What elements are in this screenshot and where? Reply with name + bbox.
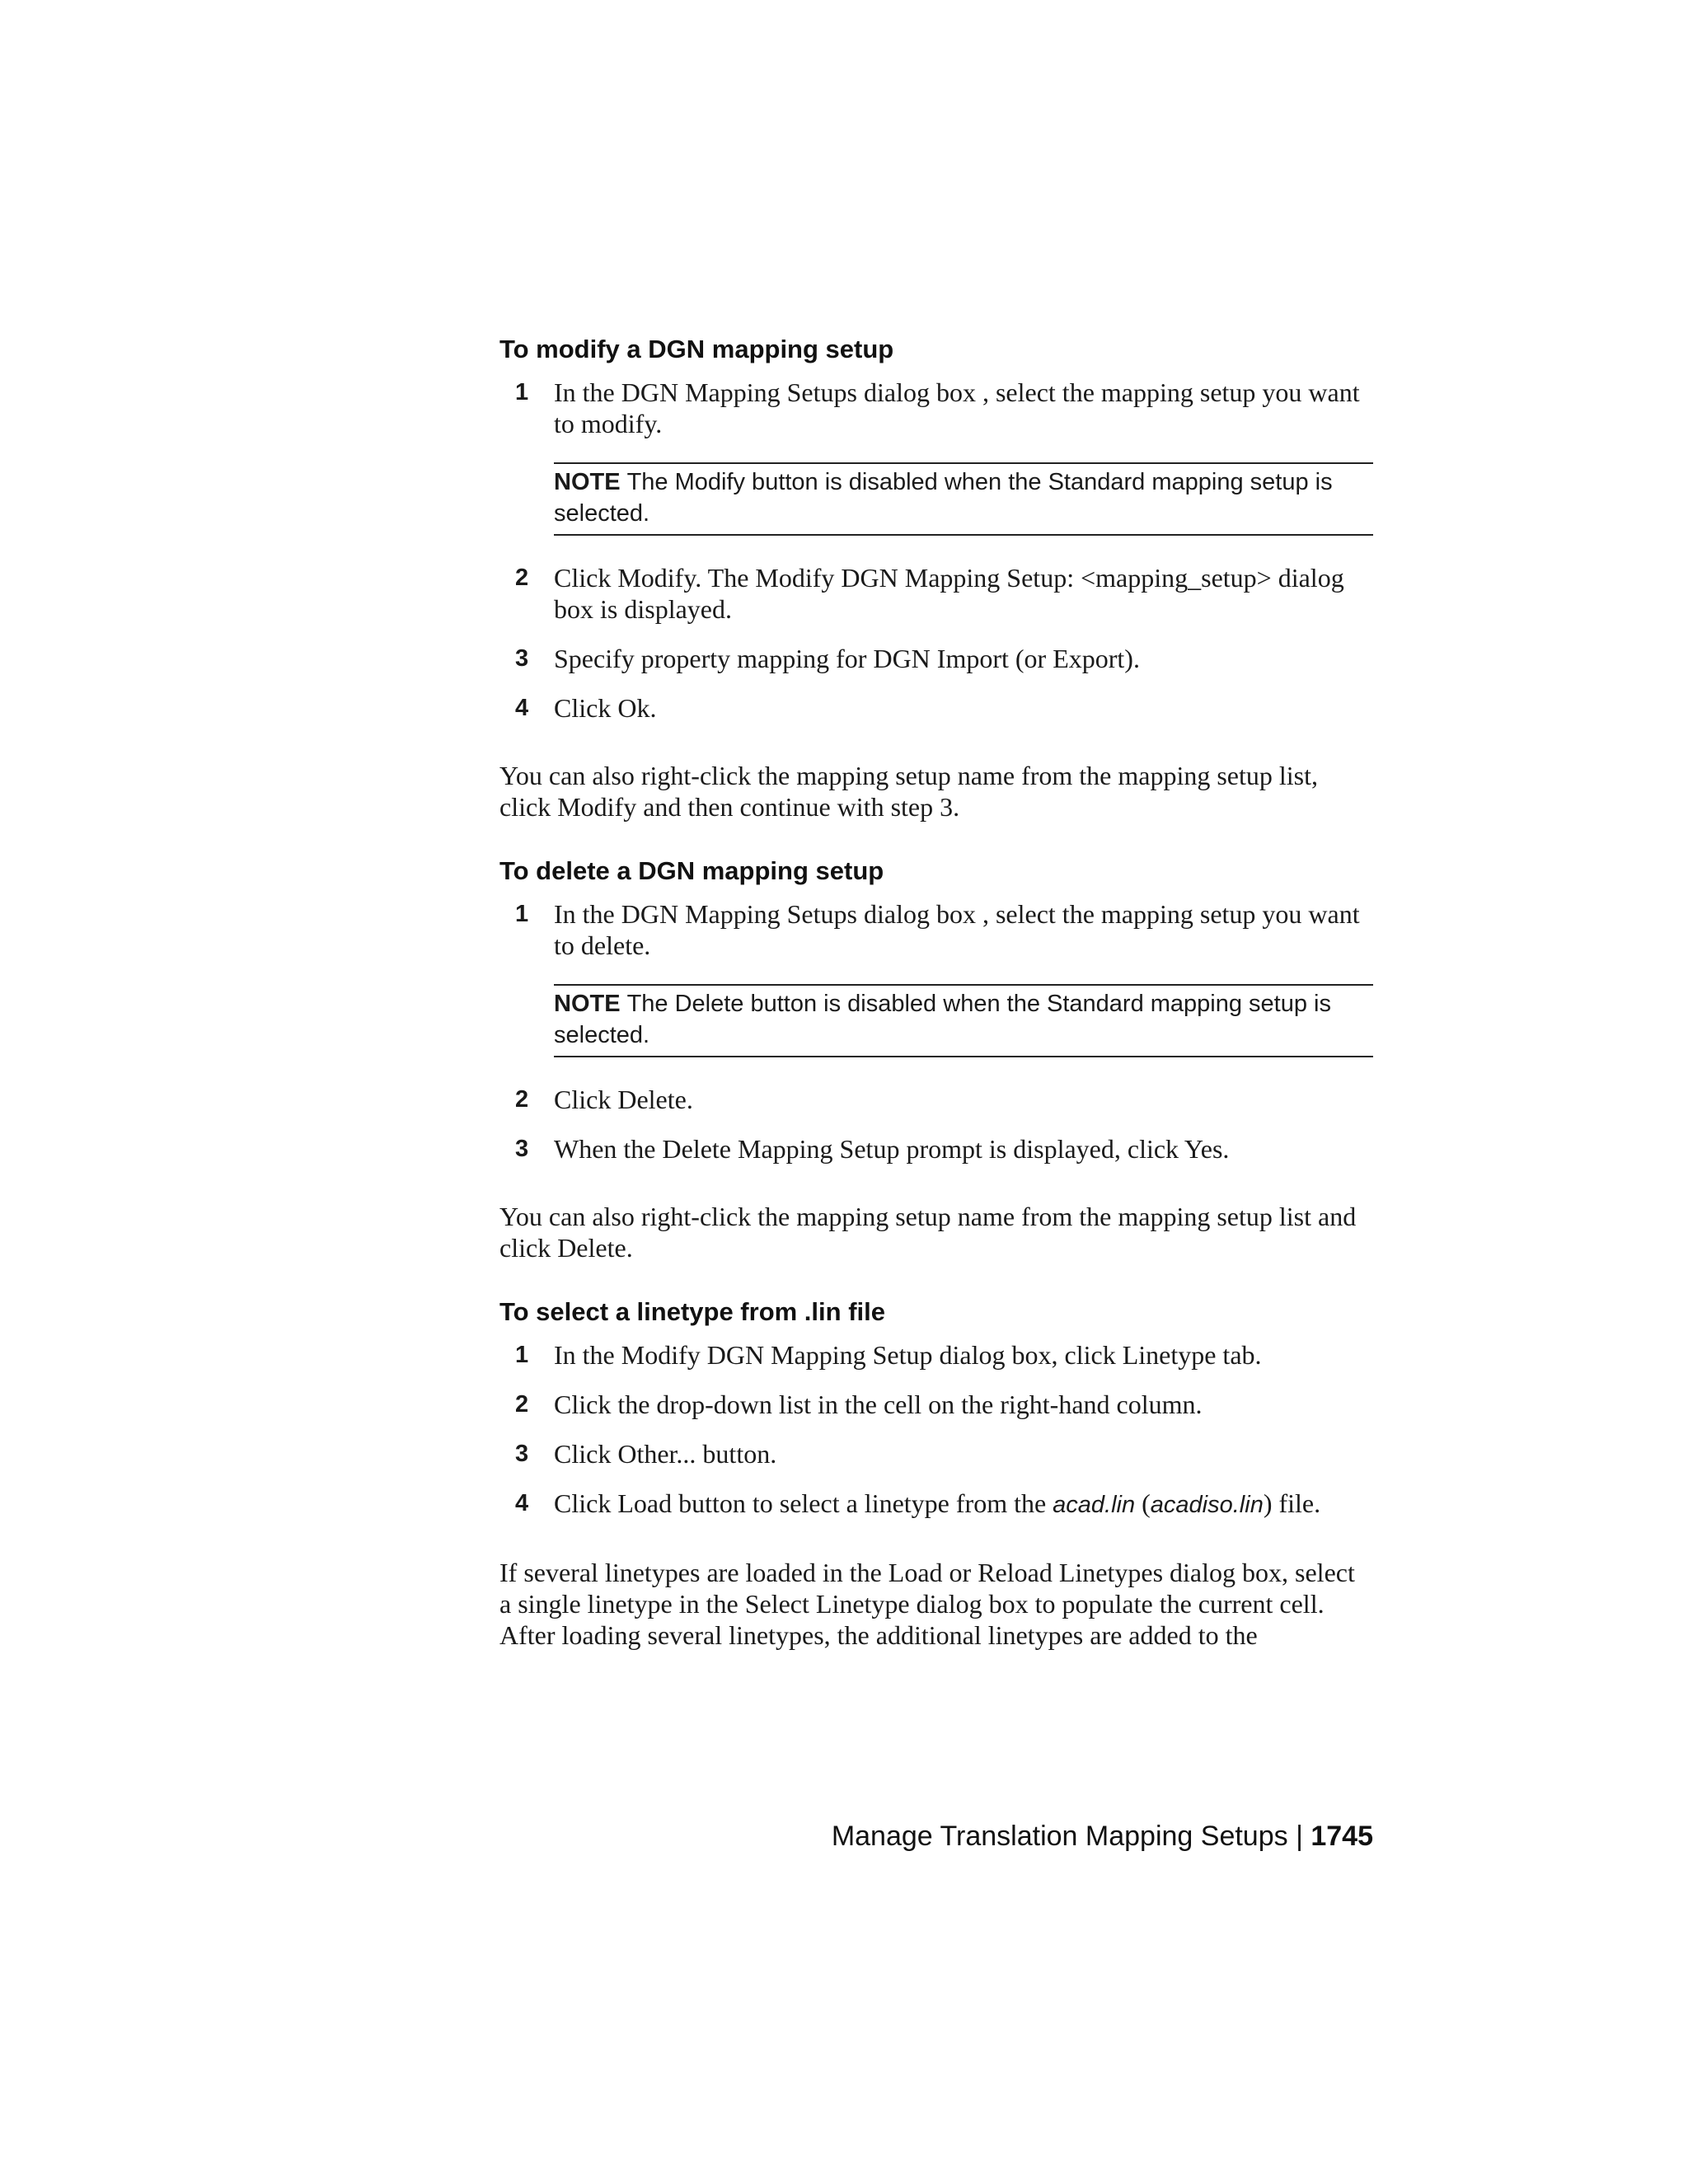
modify-note	[554, 462, 1373, 536]
modify-heading: To modify a DGN mapping setup	[499, 335, 894, 363]
page-footer	[832, 1820, 1373, 1853]
delete-step-2	[499, 1084, 1373, 1115]
file-name-acad: acad.lin	[1053, 1492, 1136, 1518]
step-number: 2	[515, 1391, 529, 1418]
step-text: Click Delete.	[554, 1085, 693, 1114]
step-text: When the Delete Mapping Setup prompt is displayed, click Yes.	[554, 1134, 1230, 1164]
linetype-step-4	[499, 1488, 1373, 1521]
modify-step-4	[499, 692, 1373, 724]
footer-separator: |	[1287, 1821, 1311, 1852]
linetype-paragraph: If several linetypes are loaded in the Load or Reload Linetypes dialog box, select a single linetype in the Select Linetype dialog box to populate the current cell. After loading several linetypes, the additional linetypes are added to the	[499, 1558, 1355, 1650]
linetype-step-2	[499, 1389, 1373, 1420]
step-number: 2	[515, 1086, 529, 1113]
file-name-acadiso: acadiso.lin	[1150, 1492, 1264, 1518]
note-text: The Delete button is disabled when the Standard mapping setup is selected.	[554, 991, 1332, 1048]
step-number: 3	[515, 1441, 529, 1467]
step-text: In the DGN Mapping Setups dialog box , select the mapping setup you want to modify.	[554, 377, 1360, 438]
step-text: Click the drop-down list in the cell on the right-hand column.	[554, 1390, 1203, 1419]
step-text: Specify property mapping for DGN Import (or Export).	[554, 644, 1140, 673]
step-text: In the Modify DGN Mapping Setup dialog box, click Linetype tab.	[554, 1340, 1262, 1370]
step-number: 3	[515, 1136, 529, 1162]
step-number: 4	[515, 1490, 529, 1516]
step-text-post: ) file.	[1263, 1488, 1321, 1518]
step-number: 2	[515, 565, 529, 591]
step-text-pre: Click Load button to select a linetype from the	[554, 1488, 1053, 1518]
step-text: In the DGN Mapping Setups dialog box , select the mapping setup you want to delete.	[554, 899, 1360, 960]
footer-title: Manage Translation Mapping Setups	[831, 1821, 1288, 1852]
step-text: Click Ok.	[554, 693, 657, 723]
delete-note	[554, 984, 1373, 1057]
step-number: 4	[515, 695, 529, 721]
note-text: The Modify button is disabled when the Standard mapping setup is selected.	[554, 469, 1333, 527]
step-text: Click Modify. The Modify DGN Mapping Setup: <mapping_setup> dialog box is displayed.	[554, 563, 1344, 624]
step-text	[554, 1488, 1373, 1521]
linetype-step-1	[499, 1339, 1373, 1371]
step-text: Click Other... button.	[554, 1439, 777, 1469]
step-number: 1	[515, 1342, 529, 1368]
page-number: 1745	[1311, 1821, 1373, 1852]
step-number: 1	[515, 379, 529, 405]
step-text-mid: (	[1135, 1488, 1151, 1518]
note-label: NOTE	[554, 991, 621, 1017]
delete-paragraph: You can also right-click the mapping setup name from the mapping setup list and click Delete.	[499, 1202, 1357, 1263]
linetype-step-3	[499, 1438, 1373, 1469]
modify-step-1	[499, 377, 1373, 439]
modify-step-3	[499, 643, 1373, 674]
delete-step-3	[499, 1133, 1373, 1165]
modify-paragraph: You can also right-click the mapping setup name from the mapping setup list, click Modify and then continue with step 3.	[499, 761, 1319, 822]
step-number: 3	[515, 645, 529, 672]
delete-step-1	[499, 898, 1373, 961]
modify-step-2	[499, 562, 1373, 625]
page-content	[499, 334, 1373, 1651]
linetype-heading: To select a linetype from .lin file	[499, 1297, 885, 1326]
step-number: 1	[515, 901, 529, 927]
note-label: NOTE	[554, 469, 621, 495]
delete-heading: To delete a DGN mapping setup	[499, 856, 884, 885]
